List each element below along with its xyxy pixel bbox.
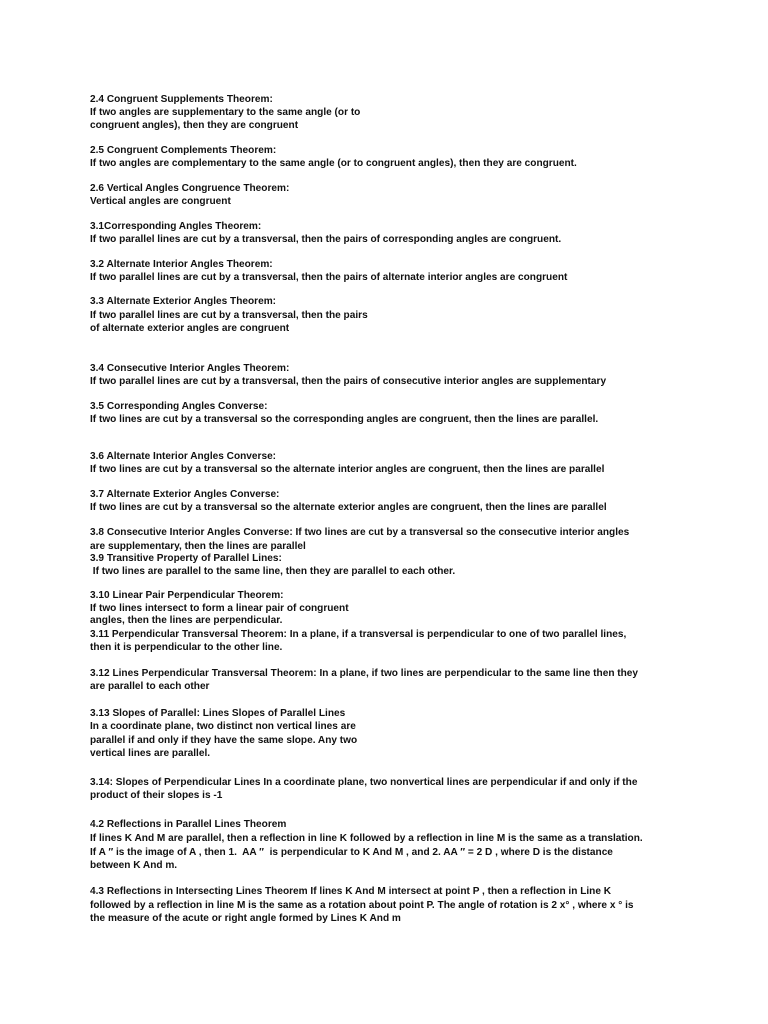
theorem-text-line: If lines K And M are parallel, then a reflection in line K followed by a reflection in line M is the same as a translation. <box>90 833 643 844</box>
theorem-heading: 3.13 Slopes of Parallel: Lines Slopes of Parallel Lines <box>90 708 346 719</box>
theorem-text-line: If two angles are supplementary to the same angle (or to <box>90 107 361 118</box>
theorem-text-line: If two parallel lines are cut by a transversal, then the pairs of corresponding angles are congruent. <box>90 234 562 245</box>
theorem-text-line: are parallel to each other <box>90 681 210 692</box>
theorem-text-line: 3.11 Perpendicular Transversal Theorem: In a plane, if a transversal is perpendicular to one of two parallel lines, <box>90 629 627 640</box>
theorem-text-line: If two parallel lines are cut by a transversal, then the pairs of consecutive interior angles are supplementary <box>90 376 607 387</box>
theorem-heading: 3.5 Corresponding Angles Converse: <box>90 401 268 412</box>
theorem-text-line: In a coordinate plane, two distinct non vertical lines are <box>90 721 356 732</box>
theorem-text-line: If two lines are parallel to the same line, then they are parallel to each other. <box>90 566 456 577</box>
theorem-heading: 3.6 Alternate Interior Angles Converse: <box>90 451 277 462</box>
theorem-heading: 2.6 Vertical Angles Congruence Theorem: <box>90 183 290 194</box>
theorem-heading: 3.12 Lines Perpendicular Transversal Theorem: In a plane, if two lines are perpendicular to the same line then they <box>90 668 639 679</box>
theorem-text-line: vertical lines are parallel. <box>90 748 211 759</box>
theorem-text-line: product of their slopes is -1 <box>90 790 223 801</box>
theorem-text-line: between K And m. <box>90 860 178 871</box>
theorem-text-line: If A ″ is the image of A , then 1. AA ″ is perpendicular to K And M , and 2. AA ″ = 2 D , where D is the distance <box>90 847 613 858</box>
theorem-text-line: 3.9 Transitive Property of Parallel Lines: <box>90 553 282 564</box>
theorem-text-line: congruent angles), then they are congruent <box>90 120 299 131</box>
theorem-heading: 2.5 Congruent Complements Theorem: <box>90 145 277 156</box>
theorem-text-line: If two lines are cut by a transversal so the alternate exterior angles are congruent, then the lines are parallel <box>90 502 607 513</box>
theorem-heading: 3.8 Consecutive Interior Angles Converse: If two lines are cut by a transversal so the consecutive interior angles <box>90 527 630 538</box>
theorem-text-line: If two parallel lines are cut by a transversal, then the pairs of alternate interior angles are congruent <box>90 272 568 283</box>
theorem-text-line: parallel if and only if they have the same slope. Any two <box>90 735 358 746</box>
theorem-heading: 3.10 Linear Pair Perpendicular Theorem: <box>90 590 284 601</box>
theorem-heading: 4.3 Reflections in Intersecting Lines Theorem If lines K And M intersect at point P , then a reflection in Line K <box>90 886 612 897</box>
theorem-text-line: angles, then the lines are perpendicular. <box>90 615 283 626</box>
theorem-text-line: If two lines intersect to form a linear pair of congruent <box>90 603 349 614</box>
theorem-text-line: If two angles are complementary to the same angle (or to congruent angles), then they are congruent. <box>90 158 577 169</box>
theorem-heading: 3.3 Alternate Exterior Angles Theorem: <box>90 296 277 307</box>
theorem-heading: 3.14: Slopes of Perpendicular Lines In a coordinate plane, two nonvertical lines are perpendicular if and only if the <box>90 777 638 788</box>
theorem-text-line: then it is perpendicular to the other line. <box>90 642 283 653</box>
theorem-heading: 4.2 Reflections in Parallel Lines Theorem <box>90 819 287 830</box>
theorem-text-line: are supplementary, then the lines are parallel <box>90 541 306 552</box>
theorem-heading: 3.2 Alternate Interior Angles Theorem: <box>90 259 273 270</box>
theorem-heading: 3.7 Alternate Exterior Angles Converse: <box>90 489 280 500</box>
theorem-text-line: the measure of the acute or right angle formed by Lines K And m <box>90 913 401 924</box>
theorem-heading: 2.4 Congruent Supplements Theorem: <box>90 94 273 105</box>
theorem-text-line: followed by a reflection in line M is the same as a rotation about point P. The angle of rotation is 2 x° , where x ° is <box>90 900 634 911</box>
theorem-text-line: of alternate exterior angles are congruent <box>90 323 290 334</box>
theorem-text-line: Vertical angles are congruent <box>90 196 231 207</box>
theorem-heading: 3.1Corresponding Angles Theorem: <box>90 221 262 232</box>
theorem-text-line: If two parallel lines are cut by a transversal, then the pairs <box>90 310 368 321</box>
theorem-text-line: If two lines are cut by a transversal so the alternate interior angles are congruent, then the lines are parallel <box>90 464 605 475</box>
theorem-heading: 3.4 Consecutive Interior Angles Theorem: <box>90 363 290 374</box>
theorem-text-line: If two lines are cut by a transversal so the corresponding angles are congruent, then the lines are parallel. <box>90 414 599 425</box>
